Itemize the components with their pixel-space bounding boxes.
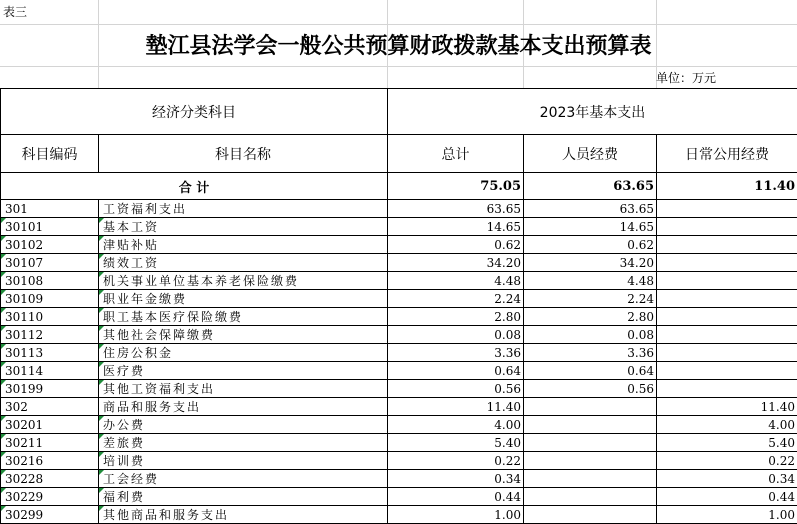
cell-name[interactable]: 其他工资福利支出 xyxy=(99,380,388,398)
cell-personnel[interactable]: 0.08 xyxy=(524,326,657,344)
total-value[interactable]: 75.05 xyxy=(388,173,524,200)
cell-name[interactable]: 职业年金缴费 xyxy=(99,290,388,308)
cell-total[interactable]: 1.00 xyxy=(388,506,524,524)
cell-code[interactable]: 30113 xyxy=(1,344,99,362)
cell-personnel[interactable]: 14.65 xyxy=(524,218,657,236)
table-row xyxy=(1,506,797,524)
cell-personnel[interactable] xyxy=(524,452,657,470)
budget-table xyxy=(0,88,797,524)
table-row xyxy=(1,362,797,380)
cell-name[interactable]: 工资福利支出 xyxy=(99,200,388,218)
cell-name[interactable]: 职工基本医疗保险缴费 xyxy=(99,308,388,326)
cell-public[interactable] xyxy=(657,254,797,272)
cell-code[interactable]: 30216 xyxy=(1,452,99,470)
header-public[interactable]: 日常公用经费 xyxy=(657,135,797,173)
cell-code[interactable]: 30102 xyxy=(1,236,99,254)
cell-code[interactable]: 30199 xyxy=(1,380,99,398)
cell-total[interactable]: 0.34 xyxy=(388,470,524,488)
table-row xyxy=(1,236,797,254)
cell-public[interactable]: 5.40 xyxy=(657,434,797,452)
cell-personnel[interactable] xyxy=(524,506,657,524)
cell-total[interactable]: 0.08 xyxy=(388,326,524,344)
unit-label: 单位：万元 xyxy=(656,68,796,88)
cell-public[interactable] xyxy=(657,308,797,326)
total-label[interactable]: 合 计 xyxy=(1,173,388,200)
cell-personnel[interactable]: 0.64 xyxy=(524,362,657,380)
cell-total[interactable]: 0.22 xyxy=(388,452,524,470)
cell-total[interactable]: 11.40 xyxy=(388,398,524,416)
cell-public[interactable]: 1.00 xyxy=(657,506,797,524)
table-row xyxy=(1,344,797,362)
cell-code[interactable]: 30228 xyxy=(1,470,99,488)
cell-name[interactable]: 培训费 xyxy=(99,452,388,470)
cell-public[interactable]: 0.22 xyxy=(657,452,797,470)
cell-public[interactable]: 0.34 xyxy=(657,470,797,488)
page-title: 墊江县法学会一般公共预算财政拨款基本支出预算表 xyxy=(0,28,797,64)
table-row xyxy=(1,470,797,488)
cell-name[interactable]: 福利费 xyxy=(99,488,388,506)
cell-name[interactable]: 办公费 xyxy=(99,416,388,434)
table-row xyxy=(1,200,797,218)
total-personnel[interactable]: 63.65 xyxy=(524,173,657,200)
cell-personnel[interactable] xyxy=(524,398,657,416)
header-code[interactable]: 科目编码 xyxy=(1,135,99,173)
cell-total[interactable]: 2.24 xyxy=(388,290,524,308)
cell-total[interactable]: 0.64 xyxy=(388,362,524,380)
cell-code[interactable]: 30299 xyxy=(1,506,99,524)
cell-total[interactable]: 2.80 xyxy=(388,308,524,326)
grid-line xyxy=(0,66,797,67)
cell-name[interactable]: 差旅费 xyxy=(99,434,388,452)
cell-personnel[interactable] xyxy=(524,470,657,488)
cell-code[interactable]: 30112 xyxy=(1,326,99,344)
cell-name[interactable]: 其他商品和服务支出 xyxy=(99,506,388,524)
cell-total[interactable]: 3.36 xyxy=(388,344,524,362)
cell-public[interactable] xyxy=(657,200,797,218)
cell-public[interactable]: 11.40 xyxy=(657,398,797,416)
header-economic-class[interactable]: 经济分类科目 xyxy=(1,89,388,135)
cell-public[interactable] xyxy=(657,218,797,236)
cell-name[interactable]: 绩效工资 xyxy=(99,254,388,272)
cell-public[interactable]: 4.00 xyxy=(657,416,797,434)
cell-code[interactable]: 30108 xyxy=(1,272,99,290)
cell-name[interactable]: 医疗费 xyxy=(99,362,388,380)
cell-code[interactable]: 30114 xyxy=(1,362,99,380)
cell-code[interactable]: 30101 xyxy=(1,218,99,236)
table-row xyxy=(1,326,797,344)
table-row xyxy=(1,488,797,506)
cell-personnel[interactable]: 2.80 xyxy=(524,308,657,326)
header-total[interactable]: 总计 xyxy=(388,135,524,173)
cell-personnel[interactable]: 0.62 xyxy=(524,236,657,254)
cell-public[interactable] xyxy=(657,272,797,290)
sheet-label: 表三 xyxy=(3,3,27,20)
cell-public[interactable] xyxy=(657,344,797,362)
table-row xyxy=(1,290,797,308)
cell-name[interactable]: 住房公积金 xyxy=(99,344,388,362)
cell-name[interactable]: 津贴补贴 xyxy=(99,236,388,254)
cell-personnel[interactable]: 3.36 xyxy=(524,344,657,362)
cell-name[interactable]: 其他社会保障缴费 xyxy=(99,326,388,344)
cell-code[interactable]: 30201 xyxy=(1,416,99,434)
cell-name[interactable]: 基本工资 xyxy=(99,218,388,236)
cell-name[interactable]: 工会经费 xyxy=(99,470,388,488)
cell-personnel[interactable]: 2.24 xyxy=(524,290,657,308)
cell-name[interactable]: 商品和服务支出 xyxy=(99,398,388,416)
header-column-row xyxy=(1,135,797,173)
cell-public[interactable]: 0.44 xyxy=(657,488,797,506)
cell-code[interactable]: 301 xyxy=(1,200,99,218)
cell-total[interactable]: 0.62 xyxy=(388,236,524,254)
cell-personnel[interactable]: 34.20 xyxy=(524,254,657,272)
cell-public[interactable] xyxy=(657,290,797,308)
cell-name[interactable]: 机关事业单位基本养老保险缴费 xyxy=(99,272,388,290)
cell-public[interactable] xyxy=(657,380,797,398)
cell-code[interactable]: 302 xyxy=(1,398,99,416)
table-row xyxy=(1,452,797,470)
cell-public[interactable] xyxy=(657,362,797,380)
table-row xyxy=(1,272,797,290)
cell-total[interactable]: 0.44 xyxy=(388,488,524,506)
table-row xyxy=(1,254,797,272)
header-personnel[interactable]: 人员经费 xyxy=(524,135,657,173)
cell-code[interactable]: 30107 xyxy=(1,254,99,272)
cell-personnel[interactable] xyxy=(524,488,657,506)
cell-code[interactable]: 30229 xyxy=(1,488,99,506)
cell-personnel[interactable] xyxy=(524,416,657,434)
total-public[interactable]: 11.40 xyxy=(657,173,797,200)
cell-code[interactable]: 30109 xyxy=(1,290,99,308)
table-row xyxy=(1,380,797,398)
grid-line xyxy=(0,24,797,25)
table-row xyxy=(1,398,797,416)
cell-total[interactable]: 14.65 xyxy=(388,218,524,236)
cell-personnel[interactable] xyxy=(524,434,657,452)
cell-public[interactable] xyxy=(657,326,797,344)
cell-personnel[interactable]: 0.56 xyxy=(524,380,657,398)
table-row xyxy=(1,416,797,434)
table-row xyxy=(1,308,797,326)
cell-total[interactable]: 4.00 xyxy=(388,416,524,434)
cell-personnel[interactable]: 4.48 xyxy=(524,272,657,290)
table-row xyxy=(1,218,797,236)
cell-total[interactable]: 4.48 xyxy=(388,272,524,290)
cell-personnel[interactable]: 63.65 xyxy=(524,200,657,218)
header-basic-expenditure[interactable]: 2023年基本支出 xyxy=(388,89,797,135)
cell-total[interactable]: 5.40 xyxy=(388,434,524,452)
cell-total[interactable]: 0.56 xyxy=(388,380,524,398)
cell-code[interactable]: 30211 xyxy=(1,434,99,452)
total-row xyxy=(1,173,797,200)
table-row xyxy=(1,434,797,452)
header-group-row xyxy=(1,89,797,135)
cell-public[interactable] xyxy=(657,236,797,254)
header-name[interactable]: 科目名称 xyxy=(99,135,388,173)
cell-total[interactable]: 63.65 xyxy=(388,200,524,218)
cell-code[interactable]: 30110 xyxy=(1,308,99,326)
cell-total[interactable]: 34.20 xyxy=(388,254,524,272)
